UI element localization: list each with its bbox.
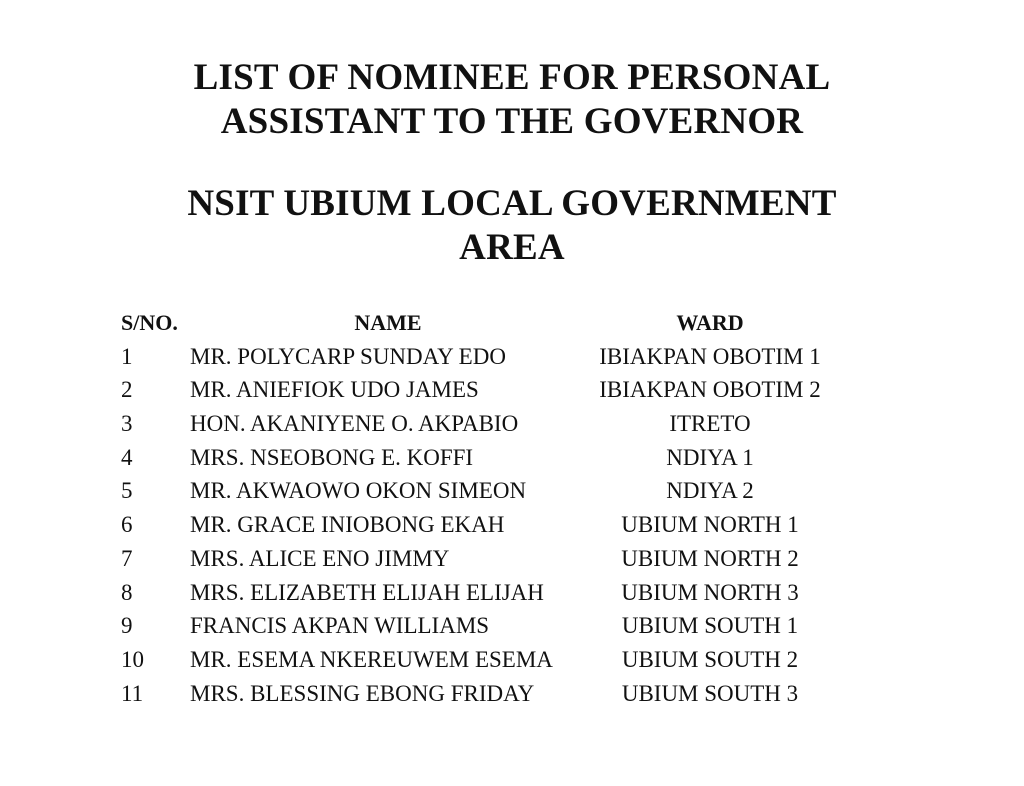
table-row [0, 407, 1024, 441]
row-ward: UBIUM NORTH 1 [621, 512, 799, 538]
document-title [0, 56, 1024, 144]
row-sn: 11 [121, 680, 144, 706]
row-sn: 1 [121, 343, 133, 369]
table-row [0, 643, 1024, 677]
table-row [0, 576, 1024, 610]
row-sn: 10 [121, 646, 144, 672]
table-header-row [0, 306, 1024, 340]
row-ward: NDIYA 1 [666, 444, 754, 470]
row-ward: UBIUM SOUTH 1 [621, 613, 799, 639]
row-name: MRS. NSEOBONG E. KOFFI [190, 444, 474, 470]
table-row [0, 542, 1024, 576]
row-name: MRS. ELIZABETH ELIJAH ELIJAH [190, 579, 544, 605]
row-sn: 6 [121, 512, 133, 538]
row-name: MRS. BLESSING EBONG FRIDAY [190, 680, 535, 706]
document-title-line-2: ASSISTANT TO THE GOVERNOR [220, 101, 804, 142]
table-row [0, 609, 1024, 643]
header-sn: S/NO. [121, 310, 178, 335]
row-ward: UBIUM NORTH 3 [621, 579, 799, 605]
document-title-line-1: LIST OF NOMINEE FOR PERSONAL [193, 57, 831, 98]
document-subtitle-line-2: AREA [459, 227, 565, 268]
row-name: MR. AKWAOWO OKON SIMEON [190, 478, 527, 504]
row-ward: ITRETO [669, 411, 751, 437]
document-subtitle [0, 182, 1024, 270]
row-name: MR. ESEMA NKEREUWEM ESEMA [190, 646, 553, 672]
row-sn: 5 [121, 478, 133, 504]
row-name: MR. ANIEFIOK UDO JAMES [190, 377, 479, 403]
header-ward: WARD [676, 310, 744, 335]
row-sn: 9 [121, 613, 133, 639]
row-ward: NDIYA 2 [666, 478, 754, 504]
document-subtitle-line-1: NSIT UBIUM LOCAL GOVERNMENT [187, 183, 837, 224]
table-row [0, 474, 1024, 508]
row-sn: 7 [121, 545, 133, 571]
nominee-table [0, 306, 1024, 710]
table-row [0, 508, 1024, 542]
row-sn: 4 [121, 444, 133, 470]
row-ward: UBIUM NORTH 2 [621, 545, 799, 571]
row-ward: IBIAKPAN OBOTIM 1 [599, 343, 821, 369]
row-sn: 8 [121, 579, 133, 605]
row-name: FRANCIS AKPAN WILLIAMS [190, 613, 490, 639]
table-row [0, 677, 1024, 711]
row-name: MR. POLYCARP SUNDAY EDO [190, 343, 506, 369]
row-name: MR. GRACE INIOBONG EKAH [190, 512, 505, 538]
table-row [0, 441, 1024, 475]
row-ward: UBIUM SOUTH 3 [621, 680, 799, 706]
table-row [0, 340, 1024, 374]
row-name: MRS. ALICE ENO JIMMY [190, 545, 450, 571]
row-ward: UBIUM SOUTH 2 [621, 646, 799, 672]
row-name: HON. AKANIYENE O. AKPABIO [190, 411, 519, 437]
row-sn: 3 [121, 411, 133, 437]
table-row [0, 373, 1024, 407]
row-ward: IBIAKPAN OBOTIM 2 [599, 377, 821, 403]
row-sn: 2 [121, 377, 133, 403]
header-name: NAME [354, 310, 422, 335]
